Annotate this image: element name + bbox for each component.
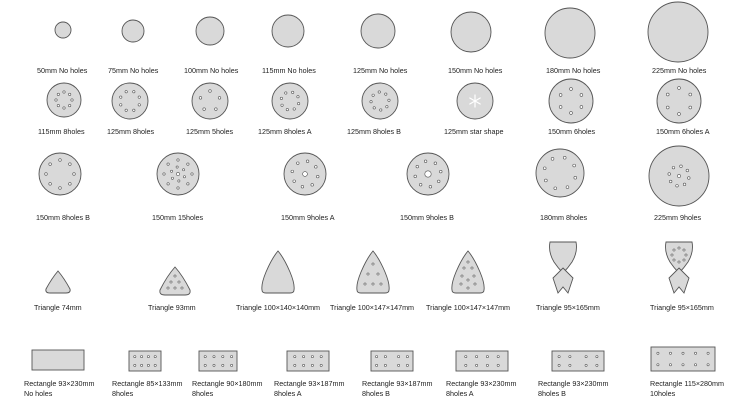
triangle-100x147x147mm <box>355 250 391 294</box>
dust-hole <box>372 283 374 285</box>
dust-hole <box>544 179 547 182</box>
dust-hole <box>465 356 467 358</box>
dust-hole <box>120 96 122 98</box>
dust-hole <box>222 364 224 366</box>
label-rect-85x133-8holes: Rectangle 85×133mm <box>112 379 183 388</box>
dust-hole <box>303 356 305 358</box>
dust-hole <box>569 364 571 366</box>
dust-hole <box>689 93 692 96</box>
rect-93x187-8holes-b <box>370 350 414 372</box>
dust-hole <box>580 94 583 97</box>
dust-hole <box>668 173 671 176</box>
dust-hole <box>45 173 48 176</box>
dust-hole <box>291 170 294 173</box>
dust-hole <box>57 104 59 106</box>
dust-hole <box>204 356 206 358</box>
dust-hole <box>563 156 566 159</box>
dust-hole <box>183 176 185 178</box>
label-rect-93x230-8holes-b: Rectangle 93×230mm <box>538 379 609 388</box>
triangle-95x165mm-holes <box>662 240 696 296</box>
rect-93x187-8holes-a <box>286 350 330 372</box>
dust-hole <box>311 356 313 358</box>
dust-hole <box>688 177 691 180</box>
dust-hole <box>147 364 149 366</box>
dust-hole <box>585 356 587 358</box>
dust-hole <box>439 170 442 173</box>
dust-hole <box>59 159 62 162</box>
dust-hole <box>218 97 221 100</box>
dust-hole <box>187 163 189 165</box>
dust-hole <box>215 108 218 111</box>
rect-85x133-8holes <box>128 350 162 372</box>
label-150mm-9holes-a: 150mm 9holes A <box>281 213 335 222</box>
dust-hole <box>419 183 422 186</box>
disc-180mm-no-holes <box>544 7 596 59</box>
label-150mm-9holes-b: 150mm 9holes B <box>400 213 454 222</box>
dust-hole <box>666 93 669 96</box>
dust-hole <box>301 185 304 188</box>
dust-hole <box>138 96 140 98</box>
dust-hole <box>574 176 577 179</box>
label-125mm-8holes-b: 125mm 8holes B <box>347 127 401 136</box>
dust-hole <box>199 97 202 100</box>
dust-hole <box>187 183 189 185</box>
dust-hole <box>467 279 469 281</box>
sublabel-rect-93x230-no-holes: No holes <box>24 389 53 398</box>
triangle-95x165mm <box>546 240 580 296</box>
dust-hole <box>231 364 233 366</box>
dust-hole <box>372 263 374 265</box>
dust-hole <box>543 167 546 170</box>
dust-hole <box>133 109 135 111</box>
dust-hole <box>694 364 696 366</box>
disc-225mm-no-holes <box>647 1 709 63</box>
dust-hole <box>294 356 296 358</box>
label-150mm-15holes: 150mm 15holes <box>152 213 204 222</box>
dust-hole <box>680 165 683 168</box>
dust-hole <box>49 183 52 186</box>
dust-hole <box>367 273 369 275</box>
rect-93x230-8holes-b <box>551 350 605 372</box>
dust-hole <box>293 108 295 110</box>
dust-hole <box>281 104 283 106</box>
dust-hole <box>372 94 374 96</box>
dust-hole <box>384 364 386 366</box>
dust-hole <box>280 97 282 99</box>
dust-hole <box>570 88 573 91</box>
dust-hole <box>57 93 59 95</box>
label-triangle-95x165mm-holes: Triangle 95×165mm <box>650 303 714 312</box>
dust-hole <box>558 356 560 358</box>
disc-115mm-8holes <box>46 82 82 118</box>
label-225mm-9holes: 225mm 9holes <box>654 213 702 222</box>
dust-hole <box>315 166 318 169</box>
dust-hole <box>231 356 233 358</box>
disc-75mm-no-holes <box>121 19 145 43</box>
dust-hole <box>585 364 587 366</box>
dust-hole <box>673 249 675 251</box>
dust-hole <box>476 364 478 366</box>
dust-hole <box>316 175 319 178</box>
dust-hole <box>474 283 476 285</box>
disc-125mm-5holes <box>191 82 229 120</box>
dust-hole <box>473 275 475 277</box>
dust-hole <box>461 275 463 277</box>
disc-50mm-no-holes <box>54 21 72 39</box>
dust-hole <box>406 356 408 358</box>
dust-hole <box>49 163 52 166</box>
dust-hole <box>204 364 206 366</box>
label-150mm-6holes-a: 150mm 6holes A <box>656 127 710 136</box>
dust-hole <box>669 364 671 366</box>
label-125mm-5holes: 125mm 5holes <box>186 127 234 136</box>
dust-hole <box>376 356 378 358</box>
dust-hole <box>320 364 322 366</box>
dust-hole <box>177 187 179 189</box>
rect-93x230-no-holes <box>31 349 85 371</box>
label-rect-90x180-8holes: Rectangle 90×180mm <box>192 379 263 388</box>
dust-hole <box>486 364 488 366</box>
dust-hole <box>376 364 378 366</box>
dust-hole <box>147 356 149 358</box>
dust-hole <box>385 93 387 95</box>
dust-hole <box>171 177 173 179</box>
disc-150mm-8holes-b <box>38 152 82 196</box>
dust-hole <box>178 281 180 283</box>
dust-hole <box>178 180 180 182</box>
dust-hole <box>685 254 687 256</box>
triangle-100x140x140mm <box>260 250 296 294</box>
dust-hole <box>209 90 212 93</box>
dust-hole <box>465 364 467 366</box>
dust-hole <box>380 109 382 111</box>
dust-hole <box>120 104 122 106</box>
sublabel-rect-93x230-8holes-a: 8holes A <box>446 389 474 398</box>
dust-hole <box>306 160 309 163</box>
label-115mm-no-holes: 115mm No holes <box>262 66 316 75</box>
dust-hole <box>434 162 437 165</box>
dust-hole <box>467 261 469 263</box>
dust-hole <box>291 91 293 93</box>
dust-hole <box>429 185 432 188</box>
dust-hole <box>69 163 72 166</box>
dust-hole <box>398 364 400 366</box>
dust-hole <box>596 356 598 358</box>
dust-hole <box>380 283 382 285</box>
dust-hole <box>138 104 140 106</box>
label-triangle-100x147x147mm-holes: Triangle 100×147×147mm <box>426 303 511 312</box>
label-triangle-100x140x140mm: Triangle 100×140×140mm <box>236 303 321 312</box>
dust-hole <box>580 106 583 109</box>
disc-150mm-6holes-a <box>656 78 702 124</box>
dust-hole <box>657 352 659 354</box>
dust-hole <box>125 91 127 93</box>
label-100mm-no-holes: 100mm No holes <box>184 66 239 75</box>
dust-hole <box>286 108 288 110</box>
dust-hole <box>320 356 322 358</box>
label-125mm-star-shape: 125mm star shape <box>444 127 504 136</box>
dust-hole <box>414 175 417 178</box>
label-125mm-8holes: 125mm 8holes <box>107 127 155 136</box>
dust-hole <box>167 287 169 289</box>
dust-hole <box>707 364 709 366</box>
label-rect-93x230-no-holes: Rectangle 93×230mm <box>24 379 95 388</box>
rect-90x180-8holes <box>198 350 238 372</box>
dust-hole <box>370 101 372 103</box>
disc-125mm-8holes <box>111 82 149 120</box>
sublabel-rect-85x133-8holes: 8holes <box>112 389 134 398</box>
triangle-100x147x147mm-holes <box>450 250 486 294</box>
dust-hole <box>398 356 400 358</box>
dust-hole <box>68 104 70 106</box>
dust-hole <box>677 174 680 177</box>
dust-hole <box>425 171 431 177</box>
dust-hole <box>559 94 562 97</box>
dust-hole <box>682 352 684 354</box>
sublabel-rect-93x187-8holes-b: 8holes B <box>362 389 390 398</box>
dust-hole <box>476 356 478 358</box>
dust-hole <box>55 99 57 101</box>
dust-hole <box>673 259 675 261</box>
disc-125mm-8holes-a <box>271 82 309 120</box>
dust-hole <box>406 364 408 366</box>
dust-hole <box>683 249 685 251</box>
dust-hole <box>497 356 499 358</box>
dust-hole <box>682 364 684 366</box>
dust-hole <box>297 102 299 104</box>
dust-hole <box>596 364 598 366</box>
dust-hole <box>222 356 224 358</box>
label-150mm-8holes-b: 150mm 8holes B <box>36 213 90 222</box>
disc-150mm-15holes <box>156 152 200 196</box>
dust-hole <box>678 247 680 249</box>
dust-hole <box>683 259 685 261</box>
label-rect-93x187-8holes-b: Rectangle 93×187mm <box>362 379 433 388</box>
dust-hole <box>384 356 386 358</box>
dust-hole <box>471 267 473 269</box>
dust-hole <box>68 93 70 95</box>
dust-hole <box>559 106 562 109</box>
dust-hole <box>303 172 308 177</box>
dust-hole <box>678 87 681 90</box>
dust-hole <box>678 261 680 263</box>
dust-hole <box>213 364 215 366</box>
dust-hole <box>63 107 65 109</box>
disc-125mm-8holes-b <box>361 82 399 120</box>
dust-hole <box>672 166 675 169</box>
sublabel-rect-90x180-8holes: 8holes <box>192 389 214 398</box>
dust-hole <box>294 364 296 366</box>
disc-180mm-8holes <box>535 148 585 198</box>
dust-hole <box>311 364 313 366</box>
dust-hole <box>676 185 679 188</box>
dust-hole <box>125 109 127 111</box>
triangle-93mm <box>158 266 192 296</box>
dust-hole <box>467 287 469 289</box>
dust-hole <box>154 356 156 358</box>
disc-150mm-6holes <box>548 78 594 124</box>
dust-hole <box>303 364 305 366</box>
label-125mm-no-holes: 125mm No holes <box>353 66 408 75</box>
label-rect-93x230-8holes-a: Rectangle 93×230mm <box>446 379 517 388</box>
dust-hole <box>167 183 169 185</box>
dust-hole <box>437 180 440 183</box>
label-180mm-8holes: 180mm 8holes <box>540 213 588 222</box>
dust-hole <box>364 283 366 285</box>
disc-115mm-no-holes <box>271 14 305 48</box>
dust-hole <box>558 364 560 366</box>
dust-hole <box>133 91 135 93</box>
rect-93x230-8holes-a <box>455 350 509 372</box>
disc-225mm-9holes <box>648 145 710 207</box>
dust-hole <box>551 157 554 160</box>
dust-hole <box>163 173 165 175</box>
sublabel-rect-93x187-8holes-a: 8holes A <box>274 389 302 398</box>
dust-hole <box>657 364 659 366</box>
dust-hole <box>176 166 178 168</box>
dust-hole <box>182 169 184 171</box>
dust-hole <box>69 183 72 186</box>
label-triangle-95x165mm: Triangle 95×165mm <box>536 303 600 312</box>
disc-125mm-star-shape <box>456 82 494 120</box>
dust-hole <box>154 364 156 366</box>
label-50mm-no-holes: 50mm No holes <box>37 66 88 75</box>
label-75mm-no-holes: 75mm No holes <box>108 66 159 75</box>
dust-hole <box>666 106 669 109</box>
triangle-74mm <box>44 270 72 294</box>
dust-hole <box>297 96 299 98</box>
dust-hole <box>181 287 183 289</box>
dust-hole <box>174 287 176 289</box>
label-225mm-no-holes: 225mm No holes <box>652 66 707 75</box>
rect-115x280-10holes <box>650 346 716 372</box>
dust-hole <box>566 186 569 189</box>
sublabel-rect-115x280-10holes: 10holes <box>650 389 676 398</box>
dust-hole <box>569 356 571 358</box>
dust-hole <box>174 275 176 277</box>
dust-hole <box>570 112 573 115</box>
dust-hole <box>71 99 73 101</box>
dust-hole <box>669 352 671 354</box>
dust-hole <box>694 352 696 354</box>
disc-150mm-9holes-b <box>406 152 450 196</box>
dust-hole <box>285 92 287 94</box>
dust-hole <box>460 283 462 285</box>
dust-hole <box>373 107 375 109</box>
disc-150mm-9holes-a <box>283 152 327 196</box>
dust-hole <box>167 163 169 165</box>
dust-hole <box>378 91 380 93</box>
dust-hole <box>134 356 136 358</box>
label-triangle-74mm: Triangle 74mm <box>34 303 82 312</box>
dust-hole <box>486 356 488 358</box>
dust-hole <box>463 267 465 269</box>
dust-hole <box>573 164 576 167</box>
dust-hole <box>213 356 215 358</box>
label-rect-115x280-10holes: Rectangle 115×280mm <box>650 379 724 388</box>
dust-hole <box>176 172 179 175</box>
dust-hole <box>293 180 296 183</box>
dust-hole <box>386 106 388 108</box>
label-rect-93x187-8holes-a: Rectangle 93×187mm <box>274 379 345 388</box>
label-115mm-8holes: 115mm 8holes <box>38 127 85 136</box>
label-150mm-6holes: 150mm 6holes <box>548 127 596 136</box>
dust-hole <box>203 108 206 111</box>
sublabel-rect-93x230-8holes-b: 8holes B <box>538 389 566 398</box>
dust-hole <box>191 173 193 175</box>
label-triangle-100x147x147mm: Triangle 100×147×147mm <box>330 303 415 312</box>
dust-hole <box>669 180 672 183</box>
dust-hole <box>686 169 689 172</box>
label-150mm-no-holes: 150mm No holes <box>448 66 503 75</box>
dust-hole <box>170 170 172 172</box>
dust-hole <box>497 364 499 366</box>
dust-hole <box>416 165 419 168</box>
dust-hole <box>554 187 557 190</box>
dust-hole <box>424 160 427 163</box>
dust-hole <box>297 162 300 165</box>
label-125mm-8holes-a: 125mm 8holes A <box>258 127 312 136</box>
disc-125mm-no-holes <box>360 13 396 49</box>
disc-150mm-no-holes <box>450 11 492 53</box>
dust-hole <box>63 91 65 93</box>
dust-hole <box>678 113 681 116</box>
dust-hole <box>671 254 673 256</box>
label-triangle-93mm: Triangle 93mm <box>148 303 196 312</box>
dust-hole <box>683 183 686 186</box>
disc-100mm-no-holes <box>195 16 225 46</box>
dust-hole <box>134 364 136 366</box>
dust-hole <box>141 356 143 358</box>
dust-hole <box>170 281 172 283</box>
label-180mm-no-holes: 180mm No holes <box>546 66 601 75</box>
dust-hole <box>73 173 76 176</box>
dust-hole <box>689 106 692 109</box>
dust-hole <box>388 99 390 101</box>
dust-hole <box>177 159 179 161</box>
dust-hole <box>311 184 314 187</box>
dust-hole <box>707 352 709 354</box>
dust-hole <box>59 187 62 190</box>
dust-hole <box>141 364 143 366</box>
dust-hole <box>377 273 379 275</box>
